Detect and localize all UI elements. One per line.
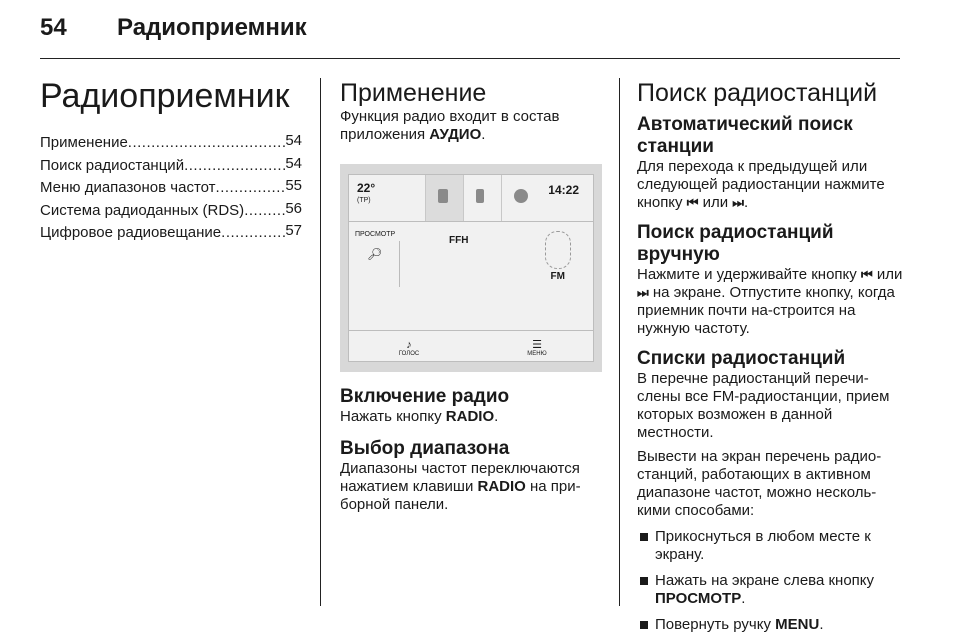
screen-tab-phone bbox=[463, 175, 502, 221]
column-divider-2 bbox=[619, 78, 620, 606]
screen-band-label: FM bbox=[550, 271, 565, 282]
toc-label: Меню диапазонов частот bbox=[40, 179, 216, 196]
infotainment-screen-image bbox=[340, 164, 602, 372]
toc-page: 57 bbox=[285, 222, 302, 239]
column-usage bbox=[340, 78, 602, 514]
screen-tab-audio bbox=[425, 175, 464, 221]
toc-entry[interactable] bbox=[40, 155, 302, 178]
header-rule bbox=[40, 58, 900, 59]
keyword-radio: RADIO bbox=[445, 408, 495, 425]
menu-icon: ☰ bbox=[532, 339, 542, 351]
manual-search-paragraph: Нажмите и удерживайте кнопку ⏮ или ⏭ на экране. Отпустите кнопку, когда приемник почти на-строится на нужную частоту. bbox=[637, 266, 903, 337]
keyword-menu: MENU bbox=[775, 616, 820, 633]
heading-auto-search: Автоматический поиск станции bbox=[637, 114, 853, 157]
skip-forward-icon: ⏭ bbox=[732, 195, 744, 210]
keyword-audio: АУДИО bbox=[429, 126, 482, 143]
usage-paragraph: Функция радио входит в состав приложения АУДИО. bbox=[340, 108, 560, 143]
keyword-browse: ПРОСМОТР bbox=[655, 590, 742, 607]
screen-clock: 14:22 bbox=[548, 183, 579, 197]
toc-label: Система радиоданных (RDS) bbox=[40, 201, 245, 219]
skip-back-icon: ⏮ bbox=[686, 195, 699, 210]
toc-page: 55 bbox=[285, 177, 302, 194]
apps-icon bbox=[514, 189, 528, 203]
screen-bottom-bar bbox=[349, 330, 593, 361]
music-note-icon bbox=[438, 189, 448, 203]
turn-on-paragraph: Нажать кнопку RADIO. bbox=[340, 408, 499, 425]
section-heading-usage: Применение bbox=[340, 79, 487, 107]
toc-label: Применение bbox=[40, 134, 128, 151]
toc-entry[interactable] bbox=[40, 177, 302, 200]
screen-divider bbox=[399, 241, 400, 287]
toc-page: 56 bbox=[285, 199, 302, 217]
heading-manual-search: Поиск радиостанций вручную bbox=[637, 222, 834, 265]
station-lists-paragraph-2: Вывести на экран перечень радио-станций, работающих в активном диапазоне частот, можно несколь-кими способами: bbox=[637, 448, 882, 519]
screen-tp-indicator: (TP) bbox=[357, 197, 371, 204]
running-header-title: Радиоприемник bbox=[117, 14, 307, 41]
chapter-title: Радиоприемник bbox=[40, 77, 290, 115]
screen-status-bar bbox=[349, 175, 593, 222]
toc-page: 54 bbox=[285, 154, 302, 172]
keyword-radio: RADIO bbox=[477, 478, 526, 495]
phone-icon bbox=[476, 189, 484, 203]
station-lists-paragraph-1: В перечне радиостанций перечи-слены все FM-радиостанции, прием которых возможен в данной местности. bbox=[637, 370, 890, 441]
column-toc bbox=[40, 78, 302, 245]
section-heading-search: Поиск радиостанций bbox=[637, 79, 878, 107]
toc-page: 54 bbox=[285, 132, 302, 149]
list-item: Нажать на экране слева кнопку ПРОСМОТР. bbox=[637, 572, 905, 608]
toc-entry[interactable] bbox=[40, 222, 302, 245]
toc-label: Цифровое радиовещание bbox=[40, 224, 222, 241]
skip-forward-icon: ⏭ bbox=[637, 285, 649, 300]
screen-browse-label: ПРОСМОТР bbox=[355, 231, 396, 238]
table-of-contents bbox=[40, 132, 302, 245]
toc-label: Поиск радиостанций bbox=[40, 156, 185, 174]
screen-voice-button: ♪ ГОЛОС bbox=[389, 339, 429, 357]
heading-turn-on: Включение радио bbox=[340, 386, 510, 407]
column-divider-1 bbox=[320, 78, 321, 606]
toc-entry[interactable] bbox=[40, 200, 302, 223]
page-number: 54 bbox=[40, 14, 67, 41]
heading-band-select: Выбор диапазона bbox=[340, 438, 510, 459]
screen-menu-button: ☰ МЕНЮ bbox=[517, 338, 557, 357]
screen-frame bbox=[348, 174, 594, 362]
skip-back-icon: ⏮ bbox=[860, 267, 873, 282]
heading-station-lists: Списки радиостанций bbox=[637, 348, 846, 369]
globe-icon bbox=[545, 231, 571, 269]
screen-station-name: FFH bbox=[449, 235, 469, 246]
bullet-list bbox=[637, 528, 905, 634]
screen-tab-apps bbox=[501, 175, 540, 221]
voice-icon: ♪ bbox=[406, 339, 412, 351]
band-select-paragraph: Диапазоны частот переключаются нажатием клавиши RADIO на при-борной панели. bbox=[340, 460, 581, 513]
list-item: Повернуть ручку MENU. bbox=[637, 616, 905, 634]
toc-entry[interactable] bbox=[40, 132, 302, 155]
search-icon: 🔎︎ bbox=[367, 247, 383, 261]
screen-temperature: 22° bbox=[357, 181, 376, 195]
auto-search-paragraph: Для перехода к предыдущей или следующей радиостанции нажмите кнопку ⏮ или ⏭. bbox=[637, 158, 885, 211]
list-item: Прикоснуться в любом месте к экрану. bbox=[637, 528, 905, 564]
column-station-search bbox=[637, 78, 905, 634]
